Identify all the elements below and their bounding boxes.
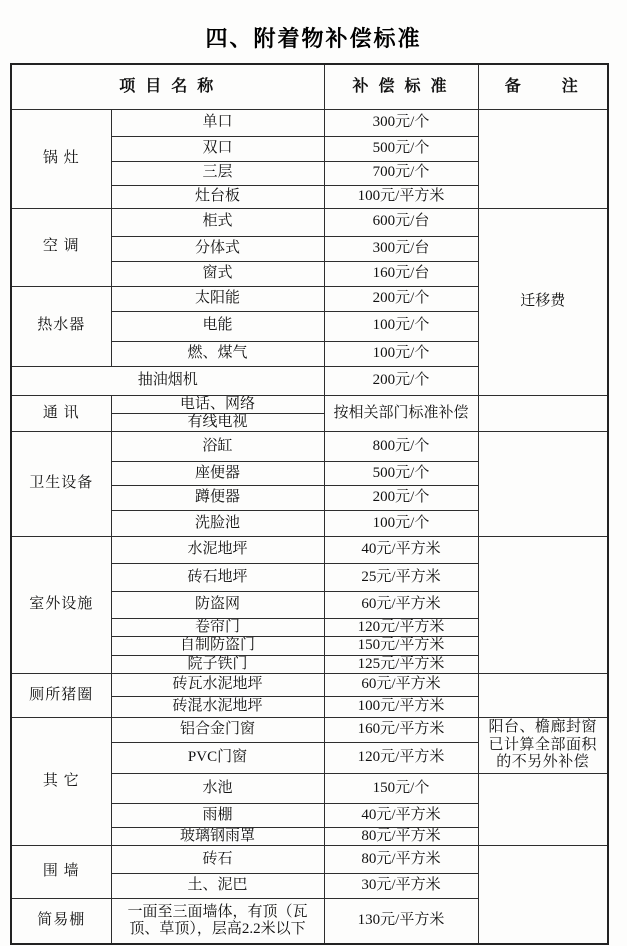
price-cell: 800元/个: [324, 432, 478, 462]
group-cell: 厕所猪圈: [11, 673, 111, 717]
item-cell: 燃、煤气: [111, 341, 324, 366]
item-cell: 单口: [111, 109, 324, 136]
price-cell: 200元/个: [324, 286, 478, 311]
item-cell: 一面至三面墙体，有顶（瓦顶、草顶），层高2.2米以下: [111, 899, 324, 944]
header-item-name: 项 目 名 称: [11, 64, 324, 109]
item-cell: 卷帘门: [111, 619, 324, 637]
remark-cell: [478, 395, 608, 432]
item-cell: 砖混水泥地坪: [111, 696, 324, 717]
group-cell: 简易棚: [11, 899, 111, 944]
price-cell: 100元/平方米: [324, 185, 478, 208]
price-cell: 130元/平方米: [324, 899, 478, 944]
price-cell: 160元/平方米: [324, 717, 478, 742]
item-cell: 双口: [111, 136, 324, 161]
price-cell: 100元/个: [324, 311, 478, 341]
group-cell: 其 它: [11, 717, 111, 845]
item-cell: 座便器: [111, 462, 324, 486]
item-cell: 电话、网络: [111, 395, 324, 413]
item-cell: 土、泥巴: [111, 874, 324, 899]
group-cell: 锅 灶: [11, 109, 111, 208]
price-cell: 700元/个: [324, 161, 478, 185]
item-cell: 水池: [111, 773, 324, 803]
remark-cell: 阳台、檐廊封窗已计算全部面积的不另外补偿: [478, 717, 608, 773]
price-cell: 150元/平方米: [324, 637, 478, 655]
price-cell: 40元/平方米: [324, 803, 478, 827]
item-cell: 灶台板: [111, 185, 324, 208]
price-cell: 600元/台: [324, 208, 478, 236]
table-row: [11, 673, 608, 696]
page-title: 四、附着物补偿标准: [205, 26, 422, 51]
price-cell: 40元/平方米: [324, 537, 478, 564]
table-row: [11, 846, 608, 874]
table-row: [11, 432, 608, 462]
price-cell: 500元/个: [324, 136, 478, 161]
item-cell: 自制防盗门: [111, 637, 324, 655]
price-cell: 80元/平方米: [324, 827, 478, 845]
price-cell: 100元/个: [324, 341, 478, 366]
table-row: [11, 208, 608, 236]
price-cell: 80元/平方米: [324, 846, 478, 874]
price-cell: 150元/个: [324, 773, 478, 803]
item-cell: 雨棚: [111, 803, 324, 827]
remark-cell: [478, 773, 608, 845]
price-cell: 500元/个: [324, 462, 478, 486]
group-cell: 室外设施: [11, 537, 111, 674]
table-row: [11, 717, 608, 742]
table-row: [11, 537, 608, 564]
group-cell: 围 墙: [11, 846, 111, 899]
price-cell: 100元/个: [324, 511, 478, 537]
price-cell: 30元/平方米: [324, 874, 478, 899]
price-cell: 125元/平方米: [324, 655, 478, 673]
compensation-table: [10, 63, 609, 945]
item-cell: 分体式: [111, 236, 324, 261]
remark-cell: [478, 109, 608, 208]
item-cell: 三层: [111, 161, 324, 185]
item-cell: 砖石地坪: [111, 564, 324, 592]
item-cell: 太阳能: [111, 286, 324, 311]
item-cell: 铝合金门窗: [111, 717, 324, 742]
group-cell: 热水器: [11, 286, 111, 366]
header-standard: 补 偿 标 准: [324, 64, 478, 109]
price-cell: 60元/平方米: [324, 592, 478, 619]
price-cell: 200元/个: [324, 366, 478, 395]
table-row: [11, 395, 608, 413]
price-cell: 120元/平方米: [324, 742, 478, 773]
item-cell: 水泥地坪: [111, 537, 324, 564]
group-cell: 卫生设备: [11, 432, 111, 537]
price-cell: 300元/台: [324, 236, 478, 261]
item-cell: 洗脸池: [111, 511, 324, 537]
item-cell: 砖瓦水泥地坪: [111, 673, 324, 696]
remark-cell: 迁移费: [478, 208, 608, 395]
remark-cell: [478, 846, 608, 944]
item-cell: 有线电视: [111, 413, 324, 431]
price-cell: 200元/个: [324, 486, 478, 511]
price-cell: 300元/个: [324, 109, 478, 136]
price-cell: 120元/平方米: [324, 619, 478, 637]
remark-cell: [478, 673, 608, 717]
price-cell: 100元/平方米: [324, 696, 478, 717]
price-cell: 按相关部门标准补偿: [324, 395, 478, 432]
table-row: [11, 109, 608, 136]
price-cell: 160元/台: [324, 261, 478, 286]
remark-cell: [478, 537, 608, 674]
item-cell: 防盗网: [111, 592, 324, 619]
header-remark: 备 注: [478, 64, 608, 109]
group-cell: 通 讯: [11, 395, 111, 432]
item-cell: PVC门窗: [111, 742, 324, 773]
item-cell: 玻璃钢雨罩: [111, 827, 324, 845]
item-cell: 蹲便器: [111, 486, 324, 511]
item-cell: 砖石: [111, 846, 324, 874]
price-cell: 25元/平方米: [324, 564, 478, 592]
item-cell: 柜式: [111, 208, 324, 236]
price-cell: 60元/平方米: [324, 673, 478, 696]
remark-cell: [478, 432, 608, 537]
group-cell: 空 调: [11, 208, 111, 286]
item-cell: 院子铁门: [111, 655, 324, 673]
header-row: [11, 64, 608, 109]
item-cell: 电能: [111, 311, 324, 341]
merged-item-cell: 抽油烟机: [11, 366, 324, 395]
item-cell: 窗式: [111, 261, 324, 286]
item-cell: 浴缸: [111, 432, 324, 462]
